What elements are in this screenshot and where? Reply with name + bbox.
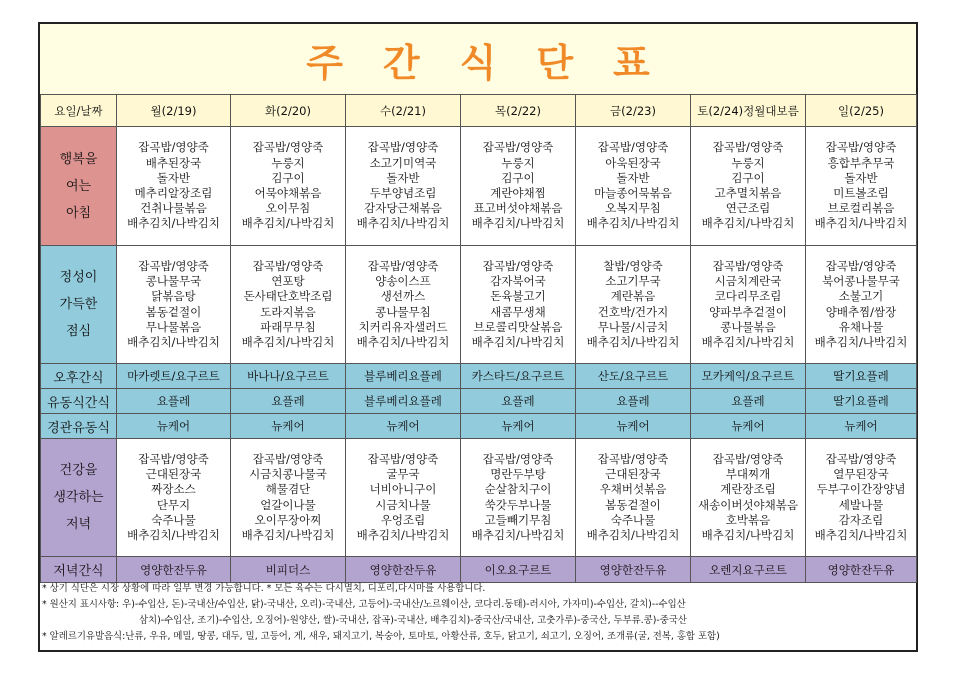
snack-cell: 블루베리요플레 bbox=[346, 364, 461, 389]
menu-item: 배추김치/나박김치 bbox=[471, 216, 565, 231]
menu-item: 배추김치/나박김치 bbox=[701, 216, 795, 231]
menu-item: 계란장조림 bbox=[720, 482, 776, 497]
dish-list bbox=[806, 452, 916, 543]
menu-item: 호박볶음 bbox=[725, 512, 771, 527]
dish-list bbox=[231, 259, 345, 350]
menu-item: 배추김치/나박김치 bbox=[127, 216, 220, 231]
menu-item: 돌자반 bbox=[156, 170, 191, 185]
menu-cell bbox=[231, 127, 346, 246]
menu-item: 시금치계란국 bbox=[714, 274, 782, 289]
snack-cell: 요플레 bbox=[576, 389, 691, 414]
dish-list bbox=[346, 140, 460, 231]
dish-list bbox=[117, 140, 230, 231]
menu-item: 잡곡밥/영양죽 bbox=[252, 140, 324, 155]
menu-cell bbox=[117, 439, 231, 557]
menu-table bbox=[40, 94, 917, 583]
menu-item: 배추김치/나박김치 bbox=[814, 216, 908, 231]
menu-item: 코다리무조림 bbox=[714, 289, 782, 304]
menu-item: 두부양념조림 bbox=[369, 186, 437, 200]
menu-item: 쑥갓두부나물 bbox=[484, 497, 552, 512]
lunch-row bbox=[41, 246, 917, 364]
menu-item: 배추된장국 bbox=[145, 155, 202, 170]
menu-item: 배추김치/나박김치 bbox=[586, 216, 680, 231]
snack-cell: 뉴케어 bbox=[117, 414, 231, 439]
menu-item: 표고버섯야채볶음 bbox=[473, 201, 563, 216]
snack-cell: 마카렛트/요구르트 bbox=[117, 364, 231, 389]
menu-item: 잡곡밥/영양죽 bbox=[252, 258, 324, 273]
menu-item: 누룽지 bbox=[731, 155, 765, 170]
snack-cell: 딸기요플레 bbox=[806, 364, 917, 389]
menu-item: 어묵야채볶음 bbox=[254, 186, 322, 200]
menu-item: 우채버섯볶음 bbox=[599, 482, 667, 497]
menu-item: 돌자반 bbox=[616, 170, 650, 185]
menu-item: 브로콜리맛살볶음 bbox=[473, 319, 563, 334]
dish-list bbox=[691, 259, 805, 350]
menu-item: 생각하는 bbox=[53, 490, 104, 505]
snack-cell: 요플레 bbox=[691, 389, 806, 414]
menu-cell bbox=[576, 246, 691, 364]
snack-cell: 뉴케어 bbox=[806, 414, 917, 439]
menu-item: 연근조림 bbox=[725, 201, 771, 216]
menu-cell bbox=[231, 246, 346, 364]
menu-item: 김구이 bbox=[731, 170, 765, 185]
weekly-menu-sheet bbox=[38, 22, 918, 652]
menu-item: 배추김치/나박김치 bbox=[356, 216, 450, 231]
menu-item: 우엉조림 bbox=[380, 512, 426, 527]
menu-item: 누룽지 bbox=[501, 155, 535, 170]
menu-item: 잡곡밥/영양죽 bbox=[825, 258, 897, 273]
menu-cell bbox=[806, 127, 917, 246]
menu-item: 잡곡밥/영양죽 bbox=[482, 451, 554, 466]
evening-snack-row bbox=[41, 557, 917, 583]
fluid-snack-label: 유동식간식 bbox=[41, 389, 117, 414]
menu-item: 여는 bbox=[65, 178, 92, 194]
menu-item: 저녁 bbox=[65, 517, 92, 532]
menu-cell bbox=[117, 246, 231, 364]
snack-cell: 산도/요구르트 bbox=[576, 364, 691, 389]
menu-item: 두부구이간장양념 bbox=[816, 482, 906, 497]
menu-item: 아욱된장국 bbox=[605, 155, 661, 170]
menu-item: 잡곡밥/영양죽 bbox=[138, 451, 209, 466]
dinner-row bbox=[41, 439, 917, 557]
menu-cell bbox=[346, 127, 461, 246]
snack-cell: 영양한잔두유 bbox=[806, 557, 917, 583]
menu-item: 감자조림 bbox=[838, 512, 884, 527]
corner-header: 요일/날짜 bbox=[41, 95, 117, 127]
snack-cell: 요플레 bbox=[117, 389, 231, 414]
snack-cell: 영양한잔두유 bbox=[576, 557, 691, 583]
menu-item: 치커리유자샐러드 bbox=[358, 319, 448, 334]
menu-item: 배추김치/나박김치 bbox=[356, 334, 450, 349]
footnote-line: 삼치)-수입산, 조기)-수입산, 오징어)-원양산, 쌀)-국내산, 잡곡)-국내산, 배추김치)-중국산/국내산, 고춧가루)-중국산, 두부류.콩)-중국산 bbox=[139, 615, 687, 626]
footnote-line: * 알레르기유발음식:난류, 우유, 메밀, 땅콩, 대두, 밀, 고등어, 게, 새우, 돼지고기, 복숭아, 토마토, 아황산류, 호두, 닭고기, 쇠고기, 오징어, 조개류(굴, 전복, 홍합 포함) bbox=[42, 631, 720, 642]
snack-cell: 뉴케어 bbox=[576, 414, 691, 439]
menu-item: 굴무국 bbox=[386, 467, 420, 482]
menu-item: 잡곡밥/영양죽 bbox=[712, 258, 784, 273]
menu-item: 고추멸치볶음 bbox=[714, 186, 782, 200]
dish-list bbox=[806, 140, 916, 231]
menu-item: 봄동겉절이 bbox=[145, 304, 202, 319]
menu-item: 배추김치/나박김치 bbox=[241, 216, 335, 231]
snack-cell: 비피더스 bbox=[231, 557, 346, 583]
dish-list bbox=[576, 259, 690, 350]
menu-item: 건취나물볶음 bbox=[140, 201, 207, 216]
menu-cell bbox=[691, 246, 806, 364]
dish-list bbox=[117, 259, 230, 350]
menu-item: 돈사태단호박조림 bbox=[243, 289, 333, 304]
menu-cell bbox=[806, 439, 917, 557]
evening-snack-label: 저녁간식 bbox=[41, 557, 117, 583]
menu-item: 잡곡밥/영양죽 bbox=[597, 451, 669, 466]
snack-cell: 오렌지요구르트 bbox=[691, 557, 806, 583]
menu-item: 배추김치/나박김치 bbox=[814, 334, 908, 349]
snack-cell: 영양한잔두유 bbox=[346, 557, 461, 583]
header-row bbox=[41, 95, 917, 127]
tube-feeding-row bbox=[41, 414, 917, 439]
snack-cell: 요플레 bbox=[231, 389, 346, 414]
menu-item: 배추김치/나박김치 bbox=[471, 527, 565, 542]
snack-cell: 이오요구르트 bbox=[461, 557, 576, 583]
menu-item: 누룽지 bbox=[271, 155, 305, 170]
day-header: 금(2/23) bbox=[576, 95, 691, 127]
menu-item: 닭볶음탕 bbox=[151, 289, 196, 304]
menu-item: 열무된장국 bbox=[833, 467, 889, 482]
menu-item: 돈육불고기 bbox=[490, 289, 546, 304]
menu-item: 얼갈이나물 bbox=[260, 497, 316, 512]
menu-item: 북어콩나물무국 bbox=[822, 274, 900, 289]
menu-item: 배추김치/나박김치 bbox=[471, 334, 565, 349]
menu-item: 양파부추겉절이 bbox=[709, 304, 787, 319]
menu-item: 잡곡밥/영양죽 bbox=[367, 451, 439, 466]
dish-list bbox=[117, 452, 230, 543]
menu-item: 건호박/건가지 bbox=[597, 304, 669, 319]
menu-item: 콩나물볶음 bbox=[720, 319, 776, 334]
lunch-label bbox=[41, 246, 117, 364]
menu-item: 계란야채찜 bbox=[490, 186, 546, 200]
dinner-label bbox=[41, 439, 117, 557]
menu-item: 파래무무침 bbox=[260, 319, 316, 334]
menu-cell bbox=[691, 439, 806, 557]
menu-item: 감자당근채볶음 bbox=[364, 201, 442, 216]
menu-item: 계란볶음 bbox=[610, 289, 656, 304]
menu-item: 연포탕 bbox=[271, 274, 305, 289]
menu-item: 무나물볶음 bbox=[145, 319, 202, 334]
dish-list bbox=[461, 259, 575, 350]
menu-item: 배추김치/나박김치 bbox=[241, 334, 335, 349]
menu-item: 잡곡밥/영양죽 bbox=[138, 140, 209, 155]
menu-item: 오이무장아찌 bbox=[254, 512, 322, 527]
dish-list bbox=[576, 452, 690, 543]
menu-cell bbox=[691, 127, 806, 246]
dish-list bbox=[346, 452, 460, 543]
menu-item: 양배추찜/쌈장 bbox=[825, 304, 897, 319]
tube-feeding-label: 경관유동식 bbox=[41, 414, 117, 439]
menu-item: 잡곡밥/영양죽 bbox=[367, 258, 439, 273]
menu-item: 정성이 bbox=[59, 270, 98, 285]
row-label-lines bbox=[41, 264, 116, 345]
menu-item: 무나물/시금치 bbox=[597, 319, 669, 334]
menu-item: 잡곡밥/영양죽 bbox=[138, 258, 209, 273]
menu-item: 너비아니구이 bbox=[369, 482, 437, 497]
dish-list bbox=[806, 259, 916, 350]
menu-item: 배추김치/나박김치 bbox=[701, 334, 795, 349]
menu-item: 잡곡밥/영양죽 bbox=[597, 140, 669, 155]
menu-item: 찰밥/영양죽 bbox=[603, 258, 663, 273]
menu-item: 배추김치/나박김치 bbox=[701, 527, 795, 542]
menu-item: 잡곡밥/영양죽 bbox=[712, 451, 784, 466]
menu-item: 잡곡밥/영양죽 bbox=[482, 140, 554, 155]
menu-item: 김구이 bbox=[271, 170, 305, 185]
fluid-snack-row bbox=[41, 389, 917, 414]
day-header: 토(2/24)정월대보름 bbox=[691, 95, 806, 127]
row-label-lines bbox=[41, 146, 116, 227]
menu-item: 소고기무국 bbox=[605, 274, 661, 289]
menu-item: 시금치콩나물국 bbox=[249, 467, 327, 482]
snack-cell: 바나나/요구르트 bbox=[231, 364, 346, 389]
menu-item: 소고기미역국 bbox=[369, 155, 437, 170]
day-header: 수(2/21) bbox=[346, 95, 461, 127]
menu-item: 유채나물 bbox=[838, 319, 884, 334]
menu-item: 숙주나물 bbox=[610, 512, 656, 527]
menu-item: 콩나물무침 bbox=[375, 304, 431, 319]
menu-cell bbox=[346, 439, 461, 557]
day-header: 일(2/25) bbox=[806, 95, 917, 127]
menu-item: 배추김치/나박김치 bbox=[127, 527, 220, 542]
menu-item: 건강을 bbox=[59, 463, 98, 478]
menu-item: 고들빼기무침 bbox=[484, 512, 552, 527]
menu-item: 숙주나물 bbox=[151, 512, 196, 527]
menu-cell bbox=[806, 246, 917, 364]
snack-cell: 뉴케어 bbox=[231, 414, 346, 439]
menu-item: 미트볼조림 bbox=[833, 186, 889, 200]
footnote-line: * 원산지 표시사항: 우)-수입산, 돈)-국내산/수입산, 닭)-국내산, 오리)-국내산, 고등어)-국내산/노르웨이산, 코다리.동태)-러시아, 가자미)-수입산, 갈치)--수입산 bbox=[42, 599, 686, 610]
afternoon-snack-row bbox=[41, 364, 917, 389]
menu-item: 근대된장국 bbox=[605, 467, 661, 482]
dish-list bbox=[576, 140, 690, 231]
snack-cell: 영양한잔두유 bbox=[117, 557, 231, 583]
menu-item: 도라지볶음 bbox=[260, 304, 316, 319]
breakfast-row bbox=[41, 127, 917, 246]
menu-cell bbox=[461, 439, 576, 557]
menu-item: 순살참치구이 bbox=[484, 482, 552, 497]
footnotes bbox=[40, 581, 918, 645]
snack-cell: 블루베리요플레 bbox=[346, 389, 461, 414]
title-banner bbox=[40, 24, 916, 95]
dish-list bbox=[461, 140, 575, 231]
footnote-line: * 상기 식단은 시장 상황에 따라 일부 변경 가능합니다. * 모든 육수는 다시멸치, 디포리,다시마를 사용합니다. bbox=[42, 583, 486, 594]
menu-item: 감자북어국 bbox=[490, 274, 546, 289]
menu-item: 배추김치/나박김치 bbox=[241, 527, 335, 542]
menu-item: 김구이 bbox=[501, 170, 535, 185]
snack-cell: 모카케익/요구르트 bbox=[691, 364, 806, 389]
menu-item: 단무지 bbox=[156, 497, 191, 512]
breakfast-label bbox=[41, 127, 117, 246]
menu-item: 돌자반 bbox=[844, 170, 878, 185]
dish-list bbox=[691, 140, 805, 231]
snack-cell: 뉴케어 bbox=[461, 414, 576, 439]
menu-item: 명란두부탕 bbox=[490, 467, 546, 482]
snack-cell: 뉴케어 bbox=[691, 414, 806, 439]
row-label-lines bbox=[41, 457, 116, 538]
menu-item: 오이무침 bbox=[265, 201, 311, 216]
dish-list bbox=[691, 452, 805, 543]
menu-item: 행복을 bbox=[59, 151, 98, 167]
menu-item: 잡곡밥/영양죽 bbox=[482, 258, 554, 273]
dish-list bbox=[231, 140, 345, 231]
menu-cell bbox=[231, 439, 346, 557]
menu-cell bbox=[461, 246, 576, 364]
menu-cell bbox=[576, 127, 691, 246]
snack-cell: 카스타드/요구르트 bbox=[461, 364, 576, 389]
menu-item: 소불고기 bbox=[838, 289, 884, 304]
dish-list bbox=[346, 259, 460, 350]
menu-item: 배추김치/나박김치 bbox=[127, 334, 220, 349]
menu-item: 잡곡밥/영양죽 bbox=[252, 451, 324, 466]
menu-item: 잡곡밥/영양죽 bbox=[825, 140, 897, 155]
menu-item: 배추김치/나박김치 bbox=[814, 527, 908, 542]
menu-item: 마늘종어묵볶음 bbox=[594, 186, 672, 200]
menu-item: 봄동겉절이 bbox=[605, 497, 661, 512]
menu-item: 배추김치/나박김치 bbox=[356, 527, 450, 542]
menu-item: 생선까스 bbox=[380, 289, 426, 304]
day-header: 월(2/19) bbox=[117, 95, 231, 127]
menu-item: 새송이버섯야채볶음 bbox=[698, 497, 798, 512]
menu-item: 돌자반 bbox=[386, 170, 420, 185]
menu-item: 점심 bbox=[65, 324, 92, 339]
menu-item: 오복지무침 bbox=[605, 201, 661, 216]
snack-cell: 딸기요플레 bbox=[806, 389, 917, 414]
page-title: 주간식단표 bbox=[306, 40, 690, 85]
day-header: 화(2/20) bbox=[231, 95, 346, 127]
menu-item: 배추김치/나박김치 bbox=[586, 527, 680, 542]
dish-list bbox=[461, 452, 575, 543]
menu-item: 메추리알장조림 bbox=[134, 186, 213, 200]
menu-item: 흥합부추무국 bbox=[827, 155, 895, 170]
day-header: 목(2/22) bbox=[461, 95, 576, 127]
menu-item: 잡곡밥/영양죽 bbox=[825, 451, 897, 466]
menu-item: 콩나물무국 bbox=[145, 274, 202, 289]
dish-list bbox=[231, 452, 345, 543]
menu-item: 가득한 bbox=[59, 297, 98, 312]
menu-item: 양송이스프 bbox=[375, 274, 431, 289]
menu-item: 부대찌개 bbox=[725, 467, 771, 482]
menu-item: 새콤무생채 bbox=[490, 304, 546, 319]
menu-item: 시금치나물 bbox=[375, 497, 431, 512]
menu-cell bbox=[461, 127, 576, 246]
menu-item: 잡곡밥/영양죽 bbox=[712, 140, 784, 155]
menu-item: 배추김치/나박김치 bbox=[586, 334, 680, 349]
menu-item: 아침 bbox=[65, 205, 92, 221]
menu-cell bbox=[346, 246, 461, 364]
menu-item: 잡곡밥/영양죽 bbox=[367, 140, 439, 155]
afternoon-snack-label: 오후간식 bbox=[41, 364, 117, 389]
menu-item: 짜장소스 bbox=[151, 482, 196, 497]
menu-item: 세발나물 bbox=[838, 497, 884, 512]
snack-cell: 요플레 bbox=[461, 389, 576, 414]
menu-cell bbox=[117, 127, 231, 246]
menu-item: 브로컬리볶음 bbox=[827, 201, 895, 216]
menu-item: 근대된장국 bbox=[145, 467, 202, 482]
menu-item: 해물겸단 bbox=[265, 482, 311, 497]
menu-cell bbox=[576, 439, 691, 557]
snack-cell: 뉴케어 bbox=[346, 414, 461, 439]
